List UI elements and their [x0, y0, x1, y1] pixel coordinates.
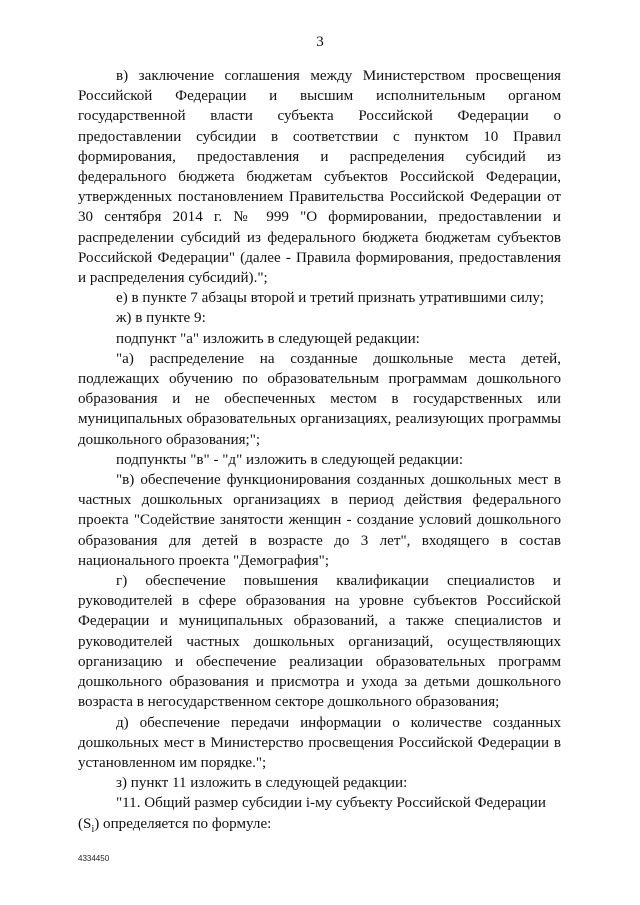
- document-body: [78, 66, 561, 834]
- paren-open: (: [78, 815, 84, 832]
- paragraph-subpoint-d-text: д) обеспечение передачи информации о количестве созданных дошкольных мест в Министерство просвещения Российской Федерации в установленном им порядке.";: [78, 714, 561, 771]
- subsidy-symbol: S: [83, 815, 92, 832]
- document-code: 4334450: [78, 854, 110, 863]
- paragraph-subpoint-a-intro: подпункт "а" изложить в следующей редакции:: [116, 330, 420, 347]
- formula-intro-text: ) определяется по формуле:: [94, 815, 272, 832]
- paragraph-subpoint-a-text: "а) распределение на созданные дошкольные места детей, подлежащих обучению по образовательным программам дошкольного образования и не обеспеченных местом в государственных или муниципальных образовательных организациях, реализующих программы дошкольного образования;";: [78, 350, 561, 448]
- subsidy-subscript: i: [91, 823, 95, 835]
- paragraph-zh-point-9: ж) в пункте 9:: [116, 310, 206, 327]
- paragraph-formula-intro: [78, 814, 561, 834]
- page-number: 3: [316, 34, 324, 50]
- paragraph-z-point-11: з) пункт 11 изложить в следующей редакции:: [116, 775, 408, 792]
- paragraph-point-11-text: "11. Общий размер субсидии i-му субъекту Российской Федерации: [116, 795, 546, 812]
- paragraph-subpoints-v-d-intro: подпункты "в" - "д" изложить в следующей редакции:: [116, 451, 464, 468]
- paragraph-e-point-7: е) в пункте 7 абзацы второй и третий признать утратившими силу;: [116, 290, 544, 307]
- paragraph-v-agreement: в) заключение соглашения между Министерством просвещения Российской Федерации и высшим исполнительным органом государственной власти субъекта Российской Федерации о предоставлении субсидии в соответствии с пунктом 10 Правил формирования, предоставления и распределения субсидий из федерального бюджета бюджетам субъектов Российской Федерации, утвержденных постановлением Правительства Российской Федерации от 30 сентября 2014 г. № 999 "О формировании, предоставлении и распределении субсидий из федерального бюджета бюджетам субъектов Российской Федерации" (далее - Правила формирования, предоставления и распределения субсидий).";: [78, 68, 561, 287]
- paragraph-subpoint-g-text: г) обеспечение повышения квалификации специалистов и руководителей в сфере образования на уровне субъектов Российской Федерации и муниципальных образований, а также специалистов и руководителей частных дошкольных организаций, осуществляющих организацию и обеспечение реализации образовательных программ дошкольного образования и присмотра и ухода за детьми дошкольного возраста в негосударственном секторе дошкольного образования;: [78, 573, 561, 711]
- paragraph-subpoint-v-text: "в) обеспечение функционирования созданных дошкольных мест в частных дошкольных организациях в период действия федерального проекта "Содействие занятости женщин - создание условий дошкольного образования для детей в возрасте до 3 лет", входящего в состав национального проекта "Демография";: [78, 472, 561, 569]
